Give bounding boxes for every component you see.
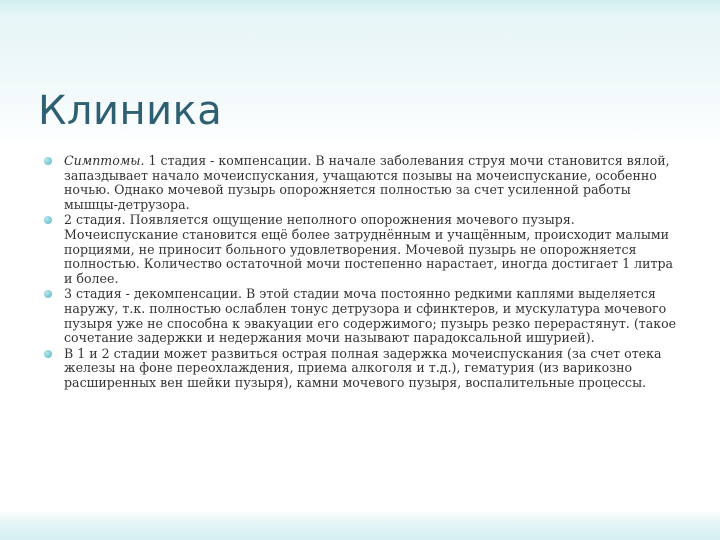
slide-title: Клиника — [38, 88, 223, 134]
bullet-dot-icon — [44, 216, 52, 224]
bullet-item — [44, 213, 680, 286]
bullet-dot-icon — [44, 350, 52, 358]
bullet-dot-icon — [44, 157, 52, 165]
bullet-dot-icon — [44, 290, 52, 298]
bullet-lead: Симптомы. — [64, 153, 145, 168]
bullet-text: 3 стадия - декомпенсации. В этой стадии моча постоянно редкими каплями выделяется наружу, т.к. полностью ослаблен тонус детрузора и сфинктеров, и мускулатура мочевого пузыря уже не способна к эвакуации его содержимого; пузырь резко перерастянут. (такое сочетание задержки и недержания мочи называют парадоксальной ишурией). — [64, 286, 677, 346]
bullet-text: 2 стадия. Появляется ощущение неполного опорожнения мочевого пузыря. Мочеиспускание становится ещё более затруднённым и учащённым, происходит малыми порциями, не приносит больного удовлетворения. Мочевой пузырь не опорожняется полностью. Количество остаточной мочи постепенно нарастает, иногда достигает 1 литра и более. — [64, 212, 674, 286]
bullet-item — [44, 347, 680, 391]
bullet-text: 1 стадия - компенсации. В начале заболевания струя мочи становится вялой, запаздывает начало мочеиспускания, учащаются позывы на мочеиспускание, особенно ночью. Однако мочевой пузырь опорожняется полностью за счет усиленной работы мышцы-детрузора. — [64, 153, 670, 212]
bullet-item — [44, 154, 680, 212]
bullet-text: В 1 и 2 стадии может развиться острая полная задержка мочеиспускания (за счет отека железы на фоне переохлаждения, приема алкоголя и т.д.), гематурия (из варикозно расширенных вен шейки пузыря), камни мочевого пузыря, воспалительные процессы. — [64, 345, 662, 390]
header-edge — [0, 0, 720, 14]
footer-band — [0, 510, 720, 540]
bullet-item — [44, 287, 680, 345]
bullet-list — [44, 154, 680, 392]
